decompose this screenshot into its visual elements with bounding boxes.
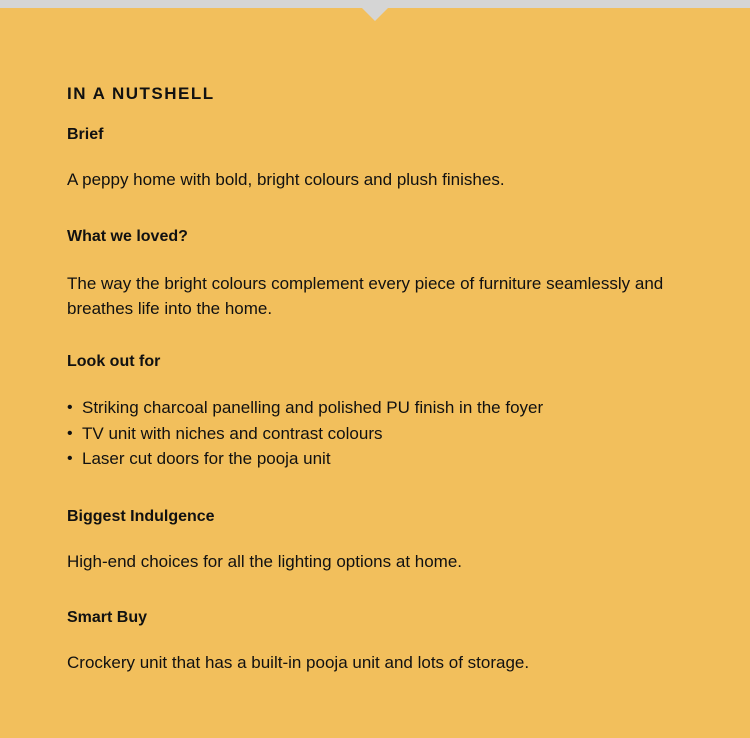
what-we-loved-heading: What we loved? [67, 228, 188, 245]
look-out-for-heading: Look out for [67, 353, 161, 370]
list-item [67, 395, 687, 421]
panel-title: IN A NUTSHELL [67, 84, 215, 103]
list-item-text: TV unit with niches and contrast colours [82, 423, 383, 443]
list-item-text: Laser cut doors for the pooja unit [82, 449, 331, 468]
biggest-indulgence-section [67, 506, 687, 574]
bullet-icon: • [67, 450, 73, 467]
biggest-indulgence-heading: Biggest Indulgence [67, 507, 215, 525]
brief-section [67, 124, 687, 192]
list-item-text: Striking charcoal panelling and polished PU finish in the foyer [82, 398, 544, 417]
bullet-icon: • [67, 399, 73, 416]
smart-buy-text: Crockery unit that has a built-in pooja unit and lots of storage. [67, 652, 530, 672]
smart-buy-heading: Smart Buy [67, 608, 148, 626]
biggest-indulgence-text: High-end choices for all the lighting options at home. [67, 551, 463, 571]
what-we-loved-section [67, 226, 687, 321]
list-item [67, 421, 687, 447]
nutshell-panel [67, 82, 687, 675]
look-out-for-list [67, 395, 687, 472]
look-out-for-section [67, 351, 687, 472]
smart-buy-section [67, 607, 687, 675]
top-pointer-notch [362, 8, 388, 21]
what-we-loved-text: The way the bright colours complement every piece of furniture seamlessly and breathes life into the home. [67, 274, 664, 318]
top-divider [0, 0, 750, 8]
brief-text: A peppy home with bold, bright colours and plush finishes. [67, 170, 505, 189]
brief-heading: Brief [67, 126, 104, 143]
list-item [67, 446, 687, 472]
bullet-icon: • [67, 424, 73, 442]
